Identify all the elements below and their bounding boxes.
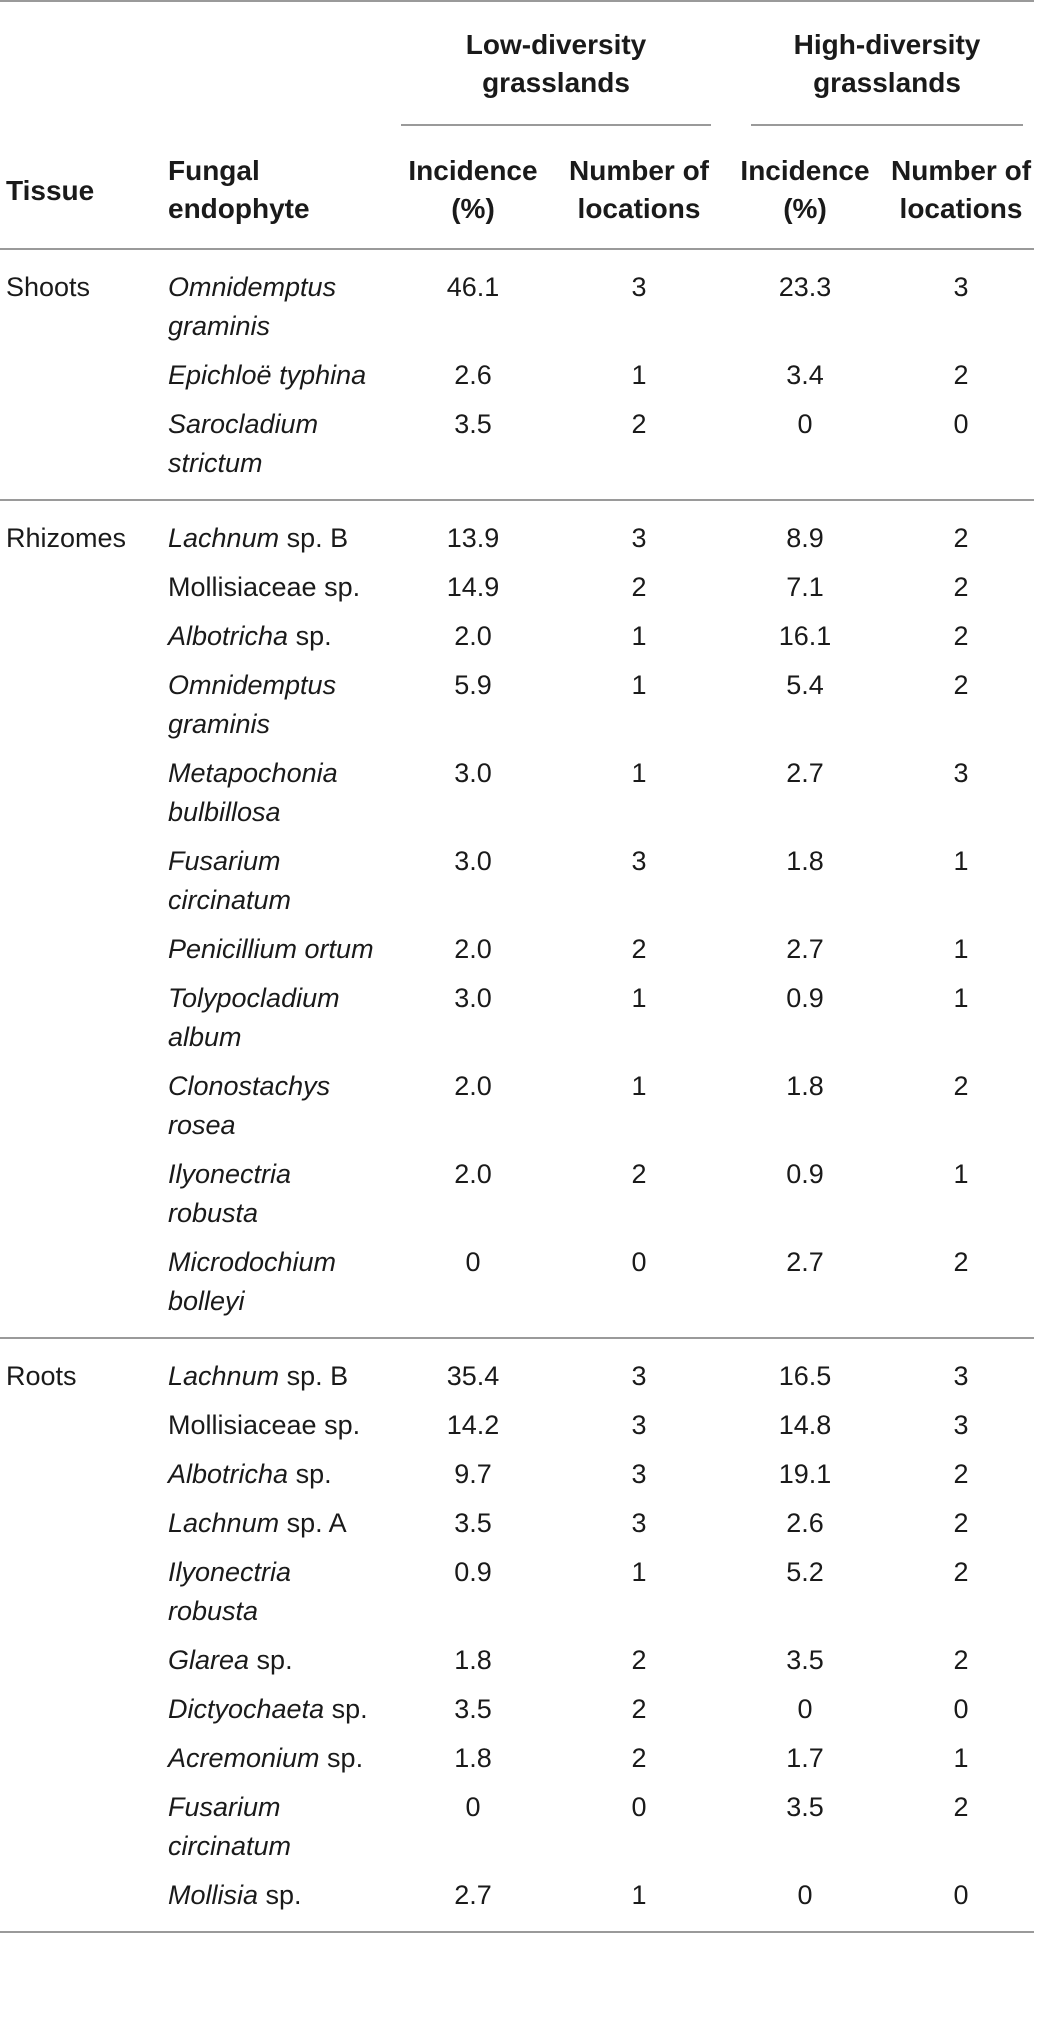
high-locations-cell: 2 (888, 1238, 1034, 1338)
species-name: Fusarium circinatum (168, 1792, 292, 1861)
high-incidence-cell: 19.1 (778, 1459, 832, 1489)
table-row (0, 351, 1034, 400)
high-incidence-cell: 0.9 (786, 983, 824, 1013)
fungal-endophyte-cell (168, 1871, 390, 1932)
low-incidence-cell: 1.8 (454, 1645, 492, 1675)
low-incidence-cell: 9.7 (454, 1459, 492, 1489)
species-suffix: sp. (288, 1459, 332, 1489)
low-incidence-cell: 2.0 (454, 934, 492, 964)
species-suffix: sp. (288, 621, 332, 651)
table-row (0, 500, 1034, 563)
column-header-high-locations: Number of locations (888, 148, 1034, 249)
low-incidence-cell: 46.1 (446, 272, 500, 302)
species-name: Lachnum (168, 1361, 280, 1391)
high-incidence-cell: 1.8 (786, 1071, 824, 1101)
fungal-endophyte-cell (168, 1238, 390, 1338)
low-locations-cell: 1 (631, 360, 647, 390)
tissue-cell (0, 1450, 168, 1499)
high-incidence-cell: 0 (722, 400, 888, 500)
low-incidence-cell: 14.2 (446, 1410, 500, 1440)
species-name: Metapochonia bulbillosa (168, 758, 338, 827)
high-incidence-cell: 23.3 (778, 272, 832, 302)
low-locations-cell: 1 (556, 1871, 722, 1932)
fungal-endophyte-cell (168, 1338, 390, 1401)
table-row (0, 1685, 1034, 1734)
header-spacer-fungus (168, 1, 390, 148)
low-incidence-cell: 2.0 (454, 621, 492, 651)
species-name: Microdochium bolleyi (168, 1247, 337, 1316)
table-row (0, 661, 1034, 749)
species-name: Omnidemptus graminis (168, 670, 337, 739)
fungal-endophyte-cell (168, 1548, 390, 1636)
tissue-cell (0, 749, 168, 837)
high-locations-cell: 3 (953, 272, 969, 302)
low-locations-cell: 3 (631, 1410, 647, 1440)
high-locations-cell: 1 (953, 1743, 969, 1773)
high-locations-cell: 2 (953, 1645, 969, 1675)
fungal-endophyte-cell (168, 1783, 390, 1871)
table-row (0, 1338, 1034, 1401)
column-header-fungal-endophyte: Fungal endophyte (168, 148, 390, 249)
tissue-cell (0, 1150, 168, 1238)
high-locations-cell: 0 (953, 1694, 969, 1724)
fungal-endophyte-cell (168, 837, 390, 925)
table-body (0, 249, 1034, 1932)
fungal-endophyte-cell (168, 1150, 390, 1238)
column-header-low-locations: Number of locations (556, 148, 722, 249)
low-incidence-cell: 3.0 (454, 983, 492, 1013)
fungal-endophyte-cell (168, 1499, 390, 1548)
header-column-row (0, 148, 1034, 249)
low-incidence-cell: 2.0 (454, 1071, 492, 1101)
fungal-endophyte-cell (168, 351, 390, 400)
low-locations-cell: 1 (631, 670, 647, 700)
high-incidence-cell: 1.8 (786, 846, 824, 876)
table-row (0, 1450, 1034, 1499)
species-name: Lachnum (168, 523, 280, 553)
high-locations-cell: 2 (953, 1557, 969, 1587)
high-locations-cell: 1 (953, 983, 969, 1013)
high-incidence-cell: 16.5 (778, 1361, 832, 1391)
high-incidence-cell: 5.2 (786, 1557, 824, 1587)
tissue-cell (0, 1062, 168, 1150)
low-locations-cell: 0 (556, 1238, 722, 1338)
high-incidence-cell: 0 (797, 1694, 813, 1724)
column-header-high-incidence: Incidence (%) (722, 148, 888, 249)
species-name: Tolypocladium album (168, 983, 340, 1052)
low-incidence-cell: 3.5 (390, 400, 556, 500)
table-row (0, 1401, 1034, 1450)
high-incidence-cell: 1.7 (786, 1743, 824, 1773)
fungal-endophyte-cell (168, 1450, 390, 1499)
low-locations-cell: 2 (631, 1743, 647, 1773)
species-name: Fusarium circinatum (168, 846, 292, 915)
low-locations-cell: 0 (631, 1792, 647, 1822)
high-locations-cell: 2 (953, 572, 969, 602)
high-locations-cell: 3 (953, 758, 969, 788)
low-incidence-cell: 1.8 (454, 1743, 492, 1773)
low-locations-cell: 1 (631, 983, 647, 1013)
species-suffix: sp. (249, 1645, 293, 1675)
fungal-endophyte-cell (168, 612, 390, 661)
column-header-tissue: Tissue (0, 148, 168, 249)
table-row (0, 563, 1034, 612)
tissue-cell (0, 1871, 168, 1932)
high-incidence-cell: 0.9 (786, 1159, 824, 1189)
fungal-endophyte-cell (168, 749, 390, 837)
tissue-cell (0, 563, 168, 612)
table-row (0, 974, 1034, 1062)
header-group-row (0, 1, 1034, 148)
species-name: Sarocladium strictum (168, 409, 319, 478)
tissue-cell (0, 1636, 168, 1685)
high-incidence-cell: 0 (722, 1871, 888, 1932)
high-locations-cell: 0 (888, 1871, 1034, 1932)
high-locations-cell: 2 (953, 1792, 969, 1822)
tissue-cell: Rhizomes (6, 523, 127, 553)
table-row (0, 1238, 1034, 1338)
low-locations-cell: 1 (631, 621, 647, 651)
tissue-cell (0, 612, 168, 661)
table-row (0, 1499, 1034, 1548)
species-name: Dictyochaeta (168, 1694, 325, 1724)
species-suffix: sp. B (279, 1361, 349, 1391)
table-row (0, 1783, 1034, 1871)
high-locations-cell: 2 (953, 523, 969, 553)
tissue-cell (0, 1734, 168, 1783)
high-locations-cell: 2 (953, 670, 969, 700)
tissue-cell (0, 1548, 168, 1636)
low-incidence-cell: 2.6 (454, 360, 492, 390)
tissue-cell (0, 400, 168, 500)
high-locations-cell: 2 (953, 621, 969, 651)
fungal-endophyte-cell (168, 249, 390, 351)
low-locations-cell: 1 (631, 758, 647, 788)
high-locations-cell: 3 (953, 1410, 969, 1440)
fungal-endophyte-cell (168, 400, 390, 500)
low-locations-cell: 2 (631, 1694, 647, 1724)
low-locations-cell: 2 (556, 400, 722, 500)
fungal-endophyte-cell (168, 500, 390, 563)
high-locations-cell: 2 (953, 360, 969, 390)
low-locations-cell: 3 (631, 272, 647, 302)
low-locations-cell: 1 (631, 1557, 647, 1587)
low-locations-cell: 2 (631, 934, 647, 964)
species-name: Acremonium (168, 1743, 320, 1773)
low-locations-cell: 3 (631, 1459, 647, 1489)
table-row (0, 837, 1034, 925)
tissue-cell (0, 1401, 168, 1450)
fungal-endophyte-cell (168, 1636, 390, 1685)
high-locations-cell: 0 (888, 400, 1034, 500)
low-locations-cell: 2 (631, 1159, 647, 1189)
low-diversity-label: Low-diversity grasslands (401, 26, 711, 126)
low-locations-cell: 2 (631, 1645, 647, 1675)
low-incidence-cell: 13.9 (446, 523, 500, 553)
high-incidence-cell: 8.9 (786, 523, 824, 553)
species-name: Ilyonectria robusta (168, 1557, 292, 1626)
tissue-cell (0, 351, 168, 400)
table-row (0, 1150, 1034, 1238)
low-incidence-cell: 2.0 (454, 1159, 492, 1189)
high-locations-cell: 1 (953, 846, 969, 876)
high-incidence-cell: 5.4 (786, 670, 824, 700)
table-row (0, 1548, 1034, 1636)
low-incidence-cell: 2.7 (390, 1871, 556, 1932)
high-locations-cell: 2 (953, 1071, 969, 1101)
species-name: Albotricha (168, 621, 289, 651)
fungal-endophyte-cell (168, 1685, 390, 1734)
high-locations-cell: 1 (953, 1159, 969, 1189)
tissue-cell: Roots (6, 1361, 77, 1391)
species-name: Lachnum (168, 1508, 280, 1538)
table-row (0, 1734, 1034, 1783)
low-incidence-cell: 14.9 (446, 572, 500, 602)
low-incidence-cell: 3.5 (454, 1508, 492, 1538)
species-name: Mollisia (168, 1880, 259, 1910)
high-locations-cell: 3 (953, 1361, 969, 1391)
species-name: Albotricha (168, 1459, 289, 1489)
low-locations-cell: 1 (631, 1071, 647, 1101)
high-locations-cell: 1 (953, 934, 969, 964)
low-locations-cell: 3 (631, 1361, 647, 1391)
high-incidence-cell: 2.7 (786, 758, 824, 788)
species-suffix: sp. B (279, 523, 349, 553)
low-incidence-cell: 35.4 (446, 1361, 500, 1391)
species-suffix: Mollisiaceae sp. (168, 1410, 361, 1440)
low-incidence-cell: 3.0 (454, 758, 492, 788)
tissue-cell (0, 1499, 168, 1548)
high-locations-cell: 2 (953, 1459, 969, 1489)
low-incidence-cell: 0.9 (454, 1557, 492, 1587)
table-row (0, 612, 1034, 661)
species-suffix: sp. A (279, 1508, 347, 1538)
high-incidence-cell: 3.5 (786, 1792, 824, 1822)
low-incidence-cell: 0 (465, 1792, 481, 1822)
tissue-cell (0, 925, 168, 974)
column-header-low-incidence: Incidence (%) (390, 148, 556, 249)
tissue-cell (0, 1238, 168, 1338)
low-incidence-cell: 0 (390, 1238, 556, 1338)
fungal-endophyte-cell (168, 1062, 390, 1150)
fungal-endophyte-cell (168, 1734, 390, 1783)
high-incidence-cell: 2.7 (722, 1238, 888, 1338)
species-suffix: sp. (324, 1694, 368, 1724)
fungal-endophyte-cell (168, 661, 390, 749)
low-incidence-cell: 3.5 (454, 1694, 492, 1724)
table-row (0, 1871, 1034, 1932)
high-incidence-cell: 7.1 (786, 572, 824, 602)
fungal-endophyte-cell (168, 925, 390, 974)
high-incidence-cell: 16.1 (778, 621, 832, 651)
species-name: Epichloë typhina (168, 360, 367, 390)
table-row (0, 749, 1034, 837)
high-locations-cell: 2 (953, 1508, 969, 1538)
fungal-endophyte-cell (168, 1401, 390, 1450)
table-row (0, 1636, 1034, 1685)
tissue-cell (0, 1783, 168, 1871)
low-locations-cell: 2 (631, 572, 647, 602)
high-incidence-cell: 14.8 (778, 1410, 832, 1440)
header-low-diversity (390, 1, 722, 148)
species-name: Ilyonectria robusta (168, 1159, 292, 1228)
low-locations-cell: 3 (631, 1508, 647, 1538)
species-name: Glarea (168, 1645, 250, 1675)
table-row (0, 400, 1034, 500)
fungal-endophyte-cell (168, 563, 390, 612)
species-name: Penicillium ortum (168, 934, 374, 964)
species-name: Omnidemptus graminis (168, 272, 337, 341)
table-header (0, 1, 1034, 249)
low-incidence-cell: 5.9 (454, 670, 492, 700)
low-locations-cell: 3 (631, 846, 647, 876)
high-diversity-label: High-diversity grasslands (751, 26, 1023, 126)
tissue-cell (0, 1685, 168, 1734)
species-suffix: sp. (258, 1880, 302, 1910)
species-suffix: Mollisiaceae sp. (168, 572, 361, 602)
fungal-endophyte-cell (168, 974, 390, 1062)
high-incidence-cell: 2.7 (786, 934, 824, 964)
high-incidence-cell: 3.5 (786, 1645, 824, 1675)
low-locations-cell: 3 (631, 523, 647, 553)
tissue-cell (0, 661, 168, 749)
high-incidence-cell: 2.6 (786, 1508, 824, 1538)
table-row (0, 925, 1034, 974)
tissue-cell (0, 974, 168, 1062)
tissue-cell (0, 837, 168, 925)
table-row (0, 249, 1034, 351)
low-incidence-cell: 3.0 (454, 846, 492, 876)
header-spacer-tissue (0, 1, 168, 148)
table-row (0, 1062, 1034, 1150)
species-suffix: sp. (319, 1743, 364, 1773)
high-incidence-cell: 3.4 (786, 360, 824, 390)
tissue-cell: Shoots (6, 272, 91, 302)
species-name: Clonostachys rosea (168, 1071, 331, 1140)
header-high-diversity (722, 1, 1034, 148)
